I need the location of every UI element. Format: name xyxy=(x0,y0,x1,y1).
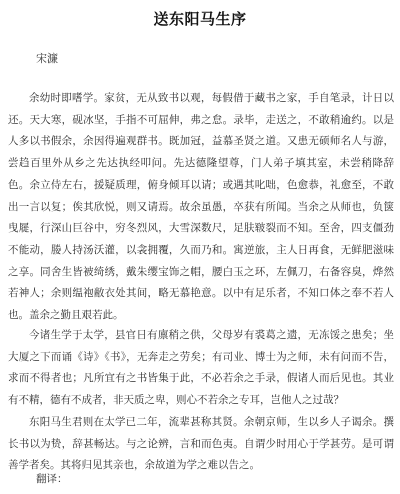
author-name: 宋濂 xyxy=(36,52,58,65)
paragraph-2: 今诸生学于太学，县官日有廪稍之供，父母岁有裘葛之遗，无冻馁之患矣；坐大厦之下而诵《诗》《书》，无奔走之劳矣；有司业、博士为之师，未有问而不告，求而不得者也；凡所宜有之书皆集于此，不必若余之手录，假诸人而后见也。其业有不精，德有不成者，非天质之卑，则心不若余之专耳，岂他人之过哉？ xyxy=(8,329,394,407)
document-title: 送东阳马生序 xyxy=(153,10,247,28)
paragraph-1: 余幼时即嗜学。家贫，无从致书以观，每假借于藏书之家，手自笔录，计日以还。天大寒，砚冰坚，手指不可屈伸，弗之怠。录毕，走送之，不敢稍逾约。以是人多以书假余，余因得遍观群书。既加冠，益慕圣贤之道。又患无硕师名人与游，尝趋百里外从乡之先达执经叩问。先达德隆望尊，门人弟子填其室，未尝稍降辞色。余立侍左右，援疑质理，俯身倾耳以请；或遇其叱咄，色愈恭，礼愈至，不敢出一言以复；俟其欣悦，则又请焉。故余虽愚，卒获有所闻。当余之从师也，负箧曳屣，行深山巨谷中，穷冬烈风，大雪深数尺，足肤皲裂而不知。至舍，四支僵劲不能动，媵人持汤沃灌，以衾拥覆，久而乃和。寓逆旅，主人日再食，无鲜肥滋味之享。同舍生皆被绮绣，戴朱缨宝饰之帽，腰白玉之环，左佩刀，右备容臭，烨然若神人；余则缊袍敝衣处其间，略无慕艳意。以中有足乐者，不知口体之奉不若人也。盖余之勤且艰若此。 xyxy=(8,92,394,322)
paragraph-3: 东阳马生君则在太学已二年，流辈甚称其贤。余朝京师，生以乡人子谒余。撰长书以为贽，辞甚畅达。与之论辨，言和而色夷。自谓少时用心于学甚劳。是可谓善学者矣。其将归见其亲也，余故道为学之难以告之。 xyxy=(8,416,394,472)
translation-label: 翻译： xyxy=(36,473,68,485)
